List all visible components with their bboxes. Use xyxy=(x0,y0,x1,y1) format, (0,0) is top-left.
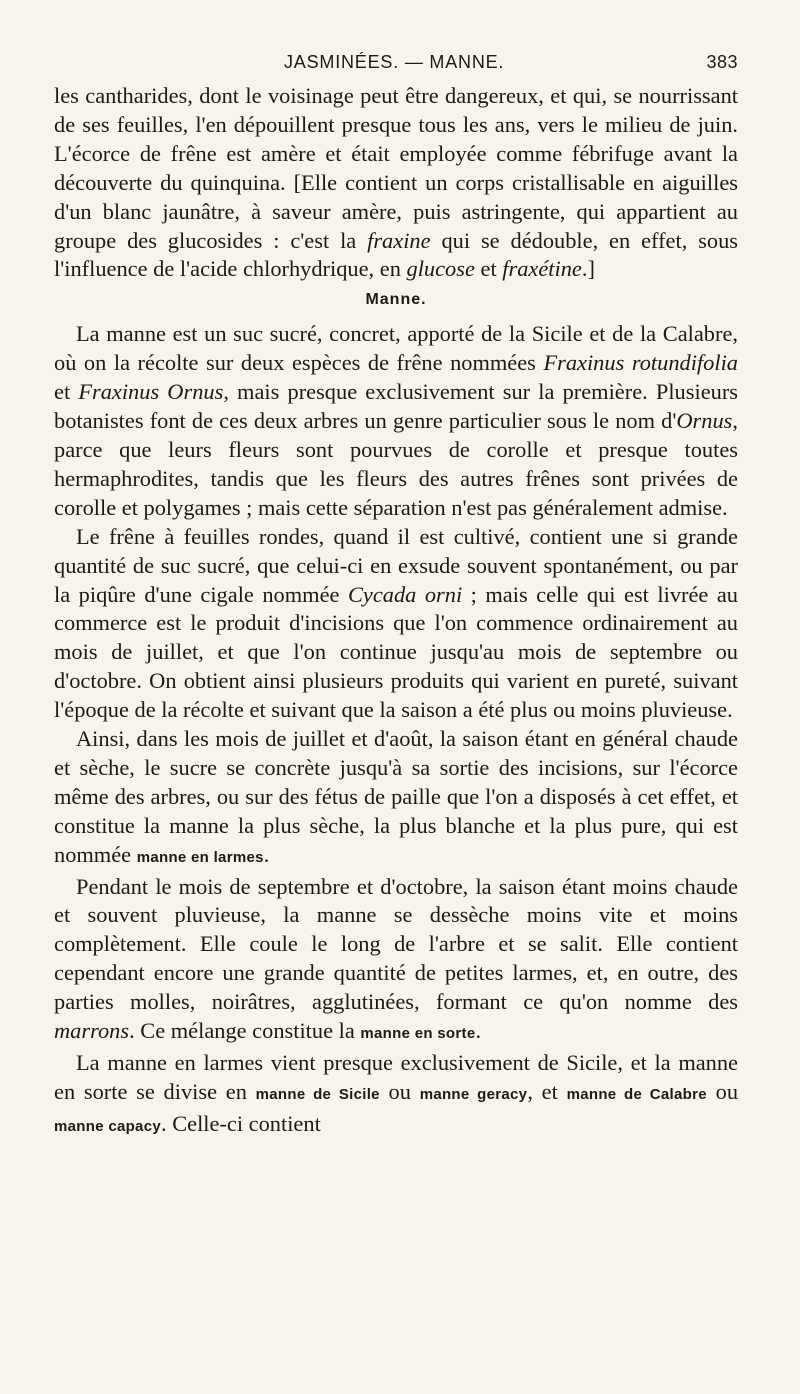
text-run: et xyxy=(54,379,79,405)
paragraph-manna-definition xyxy=(54,320,738,522)
paragraph-manne-en-sorte xyxy=(54,873,738,1049)
text-run: ou xyxy=(379,1078,420,1104)
text-run: . Ce mélange constitue la xyxy=(129,1018,361,1044)
section-heading: Manne. xyxy=(365,291,427,309)
text-run: , et xyxy=(527,1078,567,1104)
book-page xyxy=(54,48,738,1142)
text-run: Le frêne à feuilles rondes, quand il est cultivé, contient une si grande quantité de suc sucré, que celui-ci en exsude souvent spontanément, ou par la piqûre d'une cigale nommée xyxy=(54,523,738,607)
italic-term: Fraxinus Ornus xyxy=(78,379,224,405)
text-run: . Celle-ci contient xyxy=(161,1110,321,1136)
text-run: , parce que leurs fleurs sont pourvues de corolle et presque toutes hermaphrodites, tandis que les fleurs des autres frênes sont privées de corolle et polygames ; mais cette séparation n'est pas généralement admise. xyxy=(54,408,738,520)
text-run: La manne en larmes vient presque exclusivement de Sicile, et la manne en sorte se divise en xyxy=(54,1050,738,1104)
bold-term: manne geracy xyxy=(419,1085,528,1103)
text-run: . xyxy=(475,1018,482,1044)
text-run: , mais presque exclusivement sur la première. Plusieurs botanistes font de ces deux arbres un genre particulier sous le nom d' xyxy=(54,379,738,434)
bold-term: manne capacy xyxy=(54,1117,161,1135)
running-head xyxy=(54,48,738,82)
paragraph-round-leaved-ash xyxy=(54,523,738,725)
bold-term: manne en sorte xyxy=(360,1025,476,1043)
italic-term: Ornus xyxy=(676,408,733,434)
text-run: Ainsi, dans les mois de juillet et d'août, la saison étant en général chaude et sèche, le sucre se concrète jusqu'à sa sortie des incisions, sur l'écorce même des arbres, ou sur des fétus de paille que l'on a disposés à cet effet, et constitue la manne la plus sèche, la plus blanche et la plus pure, qui est nommée xyxy=(54,726,738,867)
bold-term: manne en larmes xyxy=(136,848,264,866)
bold-term: manne de Sicile xyxy=(255,1085,380,1103)
italic-term: glucose xyxy=(406,256,475,282)
text-run: qui se dédouble, en effet, sous l'influence de l'acide chlorhydrique, en xyxy=(54,227,738,282)
text-run: ; mais celle qui est livrée au commerce est le produit d'incisions que l'on commence ordinairement au mois de juillet, et que l'on continue jusqu'au mois de septembre ou d'octobre. On obtient ainsi plusieurs produits qui varient en pureté, suivant l'époque de la récolte et suivant que la saison a été plus ou moins pluvieuse. xyxy=(54,581,738,723)
paragraph-ash-bark xyxy=(54,82,738,284)
bold-term: manne de Calabre xyxy=(566,1085,707,1103)
text-run: Pendant le mois de septembre et d'octobre, la saison étant moins chaude et souvent pluvieuse, la manne se dessèche moins vite et moins complètement. Elle coule le long de l'arbre et se salit. Elle contient cependant encore une grande quantité de petites larmes, et, en outre, des parties molles, noirâtres, agglutinées, formant ce qu'on nomme des xyxy=(54,873,738,1015)
italic-term: Cycada orni xyxy=(347,581,463,607)
italic-term: fraxétine xyxy=(502,256,582,282)
italic-term: Fraxinus rotundifolia xyxy=(543,350,738,376)
text-run: les cantharides, dont le voisinage peut être dangereux, et qui, se nourrissant de ses feuilles, l'en dépouillent presque tous les ans, vers le milieu de juin. L'écorce de frêne est amère et était employée comme fébrifuge avant la découverte du quinquina. [Elle contient un corps cristallisable en aiguilles d'un blanc jaunâtre, à saveur amère, puis astringente, qui appartient au groupe des glucosides : c'est la xyxy=(54,83,738,253)
italic-term: marrons xyxy=(54,1018,130,1044)
text-run: ou xyxy=(706,1078,739,1104)
paragraph-manna-varieties xyxy=(54,1049,738,1142)
text-run: . xyxy=(263,841,270,867)
text-run: .] xyxy=(581,256,595,282)
text-run: La manne est un suc sucré, concret, apporté de la Sicile et de la Calabre, où on la récolte sur deux espèces de frêne nommées xyxy=(54,321,738,376)
text-run: et xyxy=(474,256,503,282)
italic-term: fraxine xyxy=(367,227,431,253)
body-text xyxy=(54,82,738,1142)
paragraph-manne-en-larmes xyxy=(54,725,738,873)
running-title: JASMINÉES. — MANNE. xyxy=(284,52,505,72)
page-number: 383 xyxy=(706,52,738,72)
